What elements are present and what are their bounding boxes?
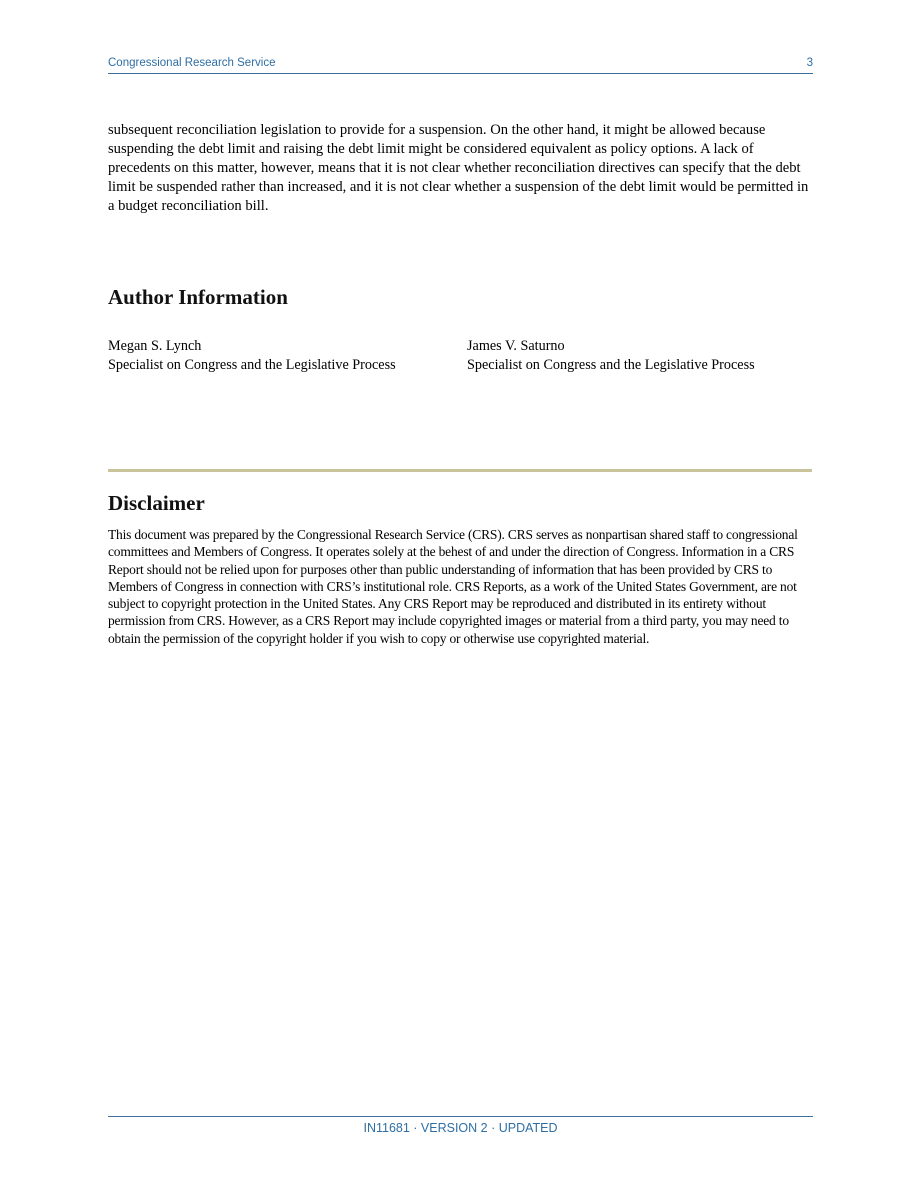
page-number: 3: [806, 57, 813, 69]
author-information-heading: Author Information: [108, 285, 288, 309]
author-entry: [108, 337, 396, 374]
header-organization: Congressional Research Service: [108, 57, 276, 69]
page-header: [108, 57, 813, 74]
author-title: Specialist on Congress and the Legislative Process: [108, 356, 396, 373]
body-paragraph: subsequent reconciliation legislation to provide for a suspension. On the other hand, it might be allowed because suspending the debt limit and raising the debt limit might be considered equivalent as policy options. A lack of precedents on this matter, however, means that it is not clear whether reconciliation directives can specify that the debt limit be suspended rather than increased, and it is not clear whether a suspension of the debt limit would be permitted in a budget reconciliation bill.: [108, 122, 809, 214]
section-divider: [108, 469, 812, 472]
footer-identifier: IN11681 · VERSION 2 · UPDATED: [363, 1121, 558, 1135]
disclaimer-heading: Disclaimer: [108, 491, 205, 515]
author-name: Megan S. Lynch: [108, 338, 202, 354]
disclaimer-text: This document was prepared by the Congressional Research Service (CRS). CRS serves as nonpartisan shared staff to congressional committees and Members of Congress. It operates solely at the behest of and under the direction of Congress. Information in a CRS Report should not be relied upon for purposes other than public understanding of information that has been provided by CRS to Members of Congress in connection with CRS’s institutional role. CRS Reports, as a work of the United States Government, are not subject to copyright protection in the United States. Any CRS Report may be reproduced and distributed in its entirety without permission from CRS. However, as a CRS Report may include copyrighted images or material from a third party, you may need to obtain the permission of the copyright holder if you wish to copy or otherwise use copyrighted material.: [108, 527, 798, 646]
author-name: James V. Saturno: [467, 338, 565, 354]
author-title: Specialist on Congress and the Legislative Process: [467, 356, 755, 373]
footer-divider: [108, 1116, 813, 1117]
author-entry: [467, 337, 755, 374]
